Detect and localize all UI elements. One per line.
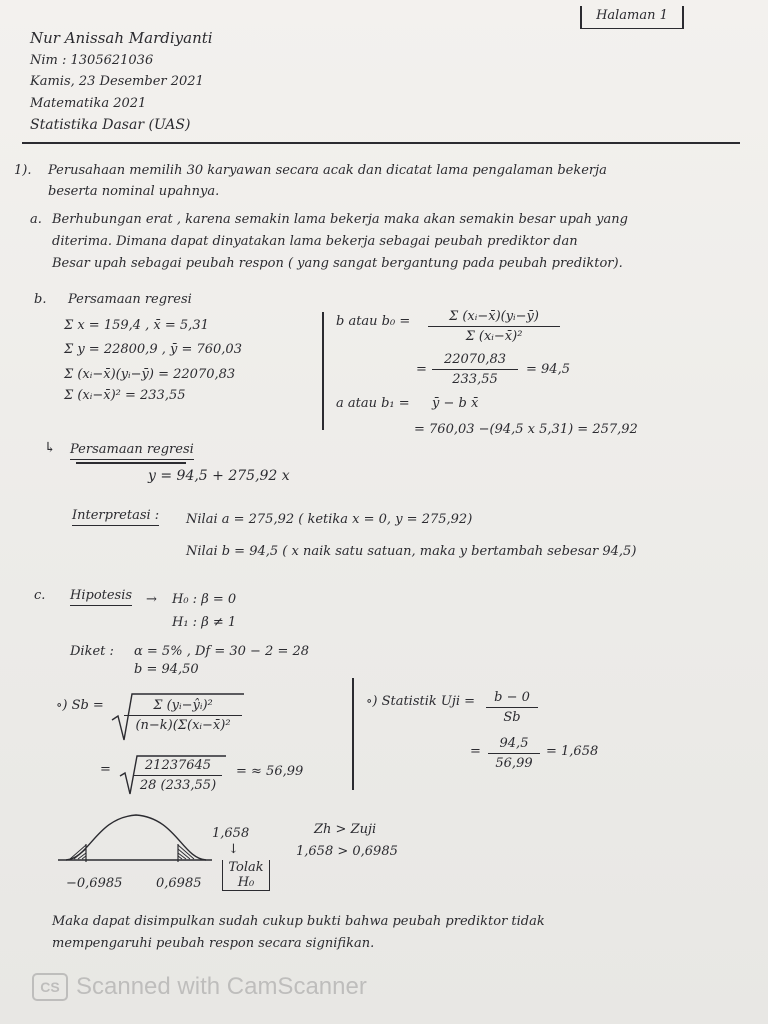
part-a-line2: diterima. Dimana dapat dinyatakan lama bekerja sebagai peubah prediktor dan [52, 234, 578, 249]
curve-stat-value: 1,658 [212, 826, 250, 841]
interpretation-title-text: Interpretasi : [72, 508, 159, 526]
sb-value-numerator: 21237645 [134, 758, 222, 776]
test-stat-value-denominator: 56,99 [495, 756, 533, 771]
hypothesis-arrow-icon: → [146, 592, 157, 607]
header-divider [22, 142, 740, 144]
page-label: Halaman 1 [580, 6, 684, 29]
camscanner-logo-icon: CS [32, 973, 68, 1001]
regression-equation: y = 94,5 + 275,92 x [148, 468, 290, 484]
b-result: = 94,5 [526, 362, 570, 377]
sb-value-eq: = [100, 762, 111, 777]
regression-equation-title [70, 442, 194, 458]
sum-y: Σ y = 22800,9 , ȳ = 760,03 [64, 342, 242, 357]
column-divider-c [352, 678, 354, 790]
test-stat-label: ∘) Statistik Uji = [366, 694, 476, 709]
sb-formula-fraction [124, 698, 242, 733]
b-value-fraction [432, 352, 518, 387]
regression-title-underline [76, 462, 186, 464]
sb-result: = ≈ 56,99 [236, 764, 304, 779]
test-stat-value-eq: = [470, 744, 481, 759]
sub-arrow-icon: ↳ [44, 440, 56, 456]
curve-left-critical: −0,6985 [66, 876, 123, 891]
sb-formula-numerator: Σ (yᵢ−ŷᵢ)² [124, 698, 242, 716]
test-stat-numerator: b − 0 [486, 690, 538, 708]
regression-equation-title-text: Persamaan regresi [70, 442, 194, 460]
test-stat-formula-fraction [486, 690, 538, 725]
part-a-line1: Berhubungan erat , karena semakin lama bekerja maka akan semakin besar upah yang [52, 212, 628, 227]
sum-xx: Σ (xᵢ−x̄)² = 233,55 [64, 388, 186, 403]
interpretation-title [72, 508, 159, 524]
test-stat-value-numerator: 94,5 [488, 736, 540, 754]
reject-h0-box [222, 860, 270, 891]
sb-value-fraction [134, 758, 222, 793]
course-name: Statistika Dasar (UAS) [30, 117, 191, 133]
student-name: Nur Anissah Mardiyanti [30, 29, 213, 47]
test-stat-result: = 1,658 [546, 744, 599, 759]
reject-h0-label: H₀ [237, 875, 255, 890]
curve-right-critical: 0,6985 [156, 876, 202, 891]
regression-title: Persamaan regresi [68, 292, 192, 307]
test-stat-value-fraction [488, 736, 540, 771]
b-value-eq: = [416, 362, 427, 377]
b-value-numerator: 22070,83 [432, 352, 518, 370]
curve-down-arrow-icon: ↓ [228, 842, 239, 857]
column-divider-b [322, 312, 324, 430]
part-b-label: b. [34, 292, 47, 307]
hypothesis-title-text: Hipotesis [70, 588, 132, 606]
part-c-label: c. [34, 588, 46, 603]
alpha-df: α = 5% , Df = 30 − 2 = 28 [134, 644, 310, 659]
b-known-value: b = 94,50 [134, 662, 199, 677]
sum-x: Σ x = 159,4 , x̄ = 5,31 [64, 318, 209, 333]
hypothesis-title [70, 588, 132, 604]
b-coef-label: b atau b₀ = [336, 314, 411, 329]
student-nim: Nim : 1305621036 [30, 53, 154, 68]
sb-label: ∘) Sb = [56, 698, 104, 713]
question-intro-line1: Perusahaan memilih 30 karyawan secara acak dan dicatat lama pengalaman bekerja [48, 163, 607, 178]
sb-formula-denominator: (n−k)(Σ(xᵢ−x̄)² [135, 718, 231, 733]
interpretation-b: Nilai b = 94,5 ( x naik satu satuan, maka y bertambah sebesar 94,5) [186, 544, 637, 559]
part-a-line3: Besar upah sebagai peubah respon ( yang sangat bergantung pada peubah prediktor). [52, 256, 623, 271]
conclusion-line2: mempengaruhi peubah respon secara signifikan. [52, 936, 375, 951]
a-formula: ȳ − b x̄ [432, 396, 479, 411]
b-formula-numerator: Σ (xᵢ−x̄)(yᵢ−ȳ) [428, 309, 560, 327]
alt-hypothesis: H₁ : β ≠ 1 [172, 615, 237, 630]
a-coef-label: a atau b₁ = [336, 396, 410, 411]
question-number: 1). [14, 163, 32, 178]
part-a-label: a. [30, 212, 42, 227]
comparison-line1: Zh > Zuji [314, 822, 377, 837]
null-hypothesis: H₀ : β = 0 [172, 592, 237, 607]
known-label: Diket : [70, 644, 114, 659]
conclusion-line1: Maka dapat disimpulkan sudah cukup bukti bahwa peubah prediktor tidak [52, 914, 545, 929]
reject-label: Tolak [228, 860, 264, 875]
b-formula-fraction [428, 309, 560, 344]
comparison-line2: 1,658 > 0,6985 [296, 844, 398, 859]
exam-date: Kamis, 23 Desember 2021 [30, 74, 204, 89]
class-name: Matematika 2021 [30, 96, 147, 111]
sb-value-denominator: 28 (233,55) [139, 778, 217, 793]
test-stat-denominator: Sb [503, 710, 521, 725]
normal-curve-sketch [56, 810, 216, 874]
a-calculation: = 760,03 −(94,5 x 5,31) = 257,92 [414, 422, 638, 437]
sum-xy: Σ (xᵢ−x̄)(yᵢ−ȳ) = 22070,83 [64, 367, 236, 382]
camscanner-watermark [32, 972, 367, 1002]
b-value-denominator: 233,55 [452, 372, 498, 387]
interpretation-a: Nilai a = 275,92 ( ketika x = 0, y = 275,92) [186, 512, 473, 527]
camscanner-text: Scanned with CamScanner [76, 973, 367, 1000]
question-intro-line2: beserta nominal upahnya. [48, 184, 220, 199]
b-formula-denominator: Σ (xᵢ−x̄)² [465, 329, 523, 344]
